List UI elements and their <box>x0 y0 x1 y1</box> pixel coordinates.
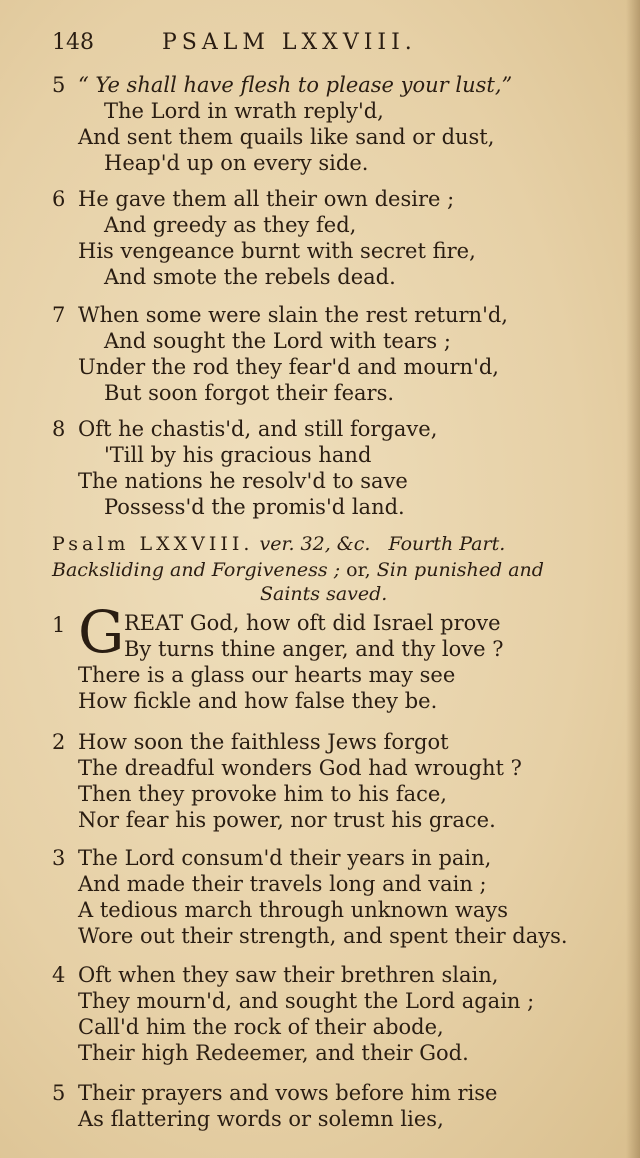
stanza-number: 6 <box>52 187 66 211</box>
verse-line: Then they provoke him to his face, <box>78 782 447 806</box>
verse-line: When some were slain the rest return'd, <box>78 303 508 327</box>
verse-line: Oft he chastis'd, and still forgave, <box>78 417 438 441</box>
stanza-number: 5 <box>52 1081 66 1105</box>
verse-line: How fickle and how false they be. <box>78 689 438 713</box>
heading-verse: ver. 32, &c. <box>259 533 371 555</box>
heading-psalm: Psalm LXXVIII. <box>52 533 254 555</box>
heading-subtitle-a: Backsliding and Forgiveness ; <box>52 559 341 581</box>
drop-capital: G <box>78 598 125 666</box>
running-header <box>52 30 542 60</box>
verse-line: Possess'd the promis'd land. <box>104 495 405 519</box>
stanza-number: 7 <box>52 303 66 327</box>
verse-line: The dreadful wonders God had wrought ? <box>78 756 522 780</box>
verse-line: REAT God, how oft did Israel prove <box>124 611 501 635</box>
verse-line: And sent them quails like sand or dust, <box>78 125 495 149</box>
verse-line: A tedious march through unknown ways <box>78 898 508 922</box>
page-number: 148 <box>52 30 94 55</box>
stanza-number: 2 <box>52 730 66 754</box>
stanza-number: 5 <box>52 73 66 97</box>
verse-line: The Lord consum'd their years in pain, <box>78 846 492 870</box>
verse-line: Their high Redeemer, and their God. <box>78 1041 469 1065</box>
verse-line: How soon the faithless Jews forgot <box>78 730 449 754</box>
stanza-number: 3 <box>52 846 66 870</box>
verse-line: There is a glass our hearts may see <box>78 663 456 687</box>
verse-line: Wore out their strength, and spent their days. <box>78 924 568 948</box>
verse-line: His vengeance burnt with secret fire, <box>78 239 476 263</box>
verse-line: But soon forgot their fears. <box>104 381 395 405</box>
verse-line: Nor fear his power, nor trust his grace. <box>78 808 496 832</box>
verse-line: 'Till by his gracious hand <box>104 443 372 467</box>
verse-line: “ Ye shall have flesh to please your lust,” <box>78 73 513 97</box>
heading-or: or, <box>346 559 371 581</box>
verse-line: And made their travels long and vain ; <box>78 872 487 896</box>
stanza-number: 8 <box>52 417 66 441</box>
verse-line: Under the rod they fear'd and mourn'd, <box>78 355 499 379</box>
verse-line: They mourn'd, and sought the Lord again ; <box>78 989 535 1013</box>
verse-line: Oft when they saw their brethren slain, <box>78 963 499 987</box>
verse-line: As flattering words or solemn lies, <box>78 1107 444 1131</box>
heading-subtitle-b: Sin punished and <box>376 559 544 581</box>
verse-line: Call'd him the rock of their abode, <box>78 1015 444 1039</box>
verse-line: He gave them all their own desire ; <box>78 187 455 211</box>
verse-line: The nations he resolv'd to save <box>78 469 408 493</box>
verse-line: Their prayers and vows before him rise <box>78 1081 498 1105</box>
verse-line: By turns thine anger, and thy love ? <box>124 637 504 661</box>
heading-part: Fourth Part. <box>388 533 506 555</box>
stanza-number: 1 <box>52 613 66 637</box>
verse-line: And greedy as they fed, <box>104 213 357 237</box>
page-edge-shadow <box>626 0 640 1158</box>
stanza-number: 4 <box>52 963 66 987</box>
verse-line: And sought the Lord with tears ; <box>104 329 451 353</box>
heading-subtitle-c: Saints saved. <box>260 583 388 605</box>
verse-line: And smote the rebels dead. <box>104 265 396 289</box>
header-title: PSALM LXXVIII. <box>162 30 417 55</box>
verse-line: Heap'd up on every side. <box>104 151 369 175</box>
verse-line: The Lord in wrath reply'd, <box>104 99 384 123</box>
